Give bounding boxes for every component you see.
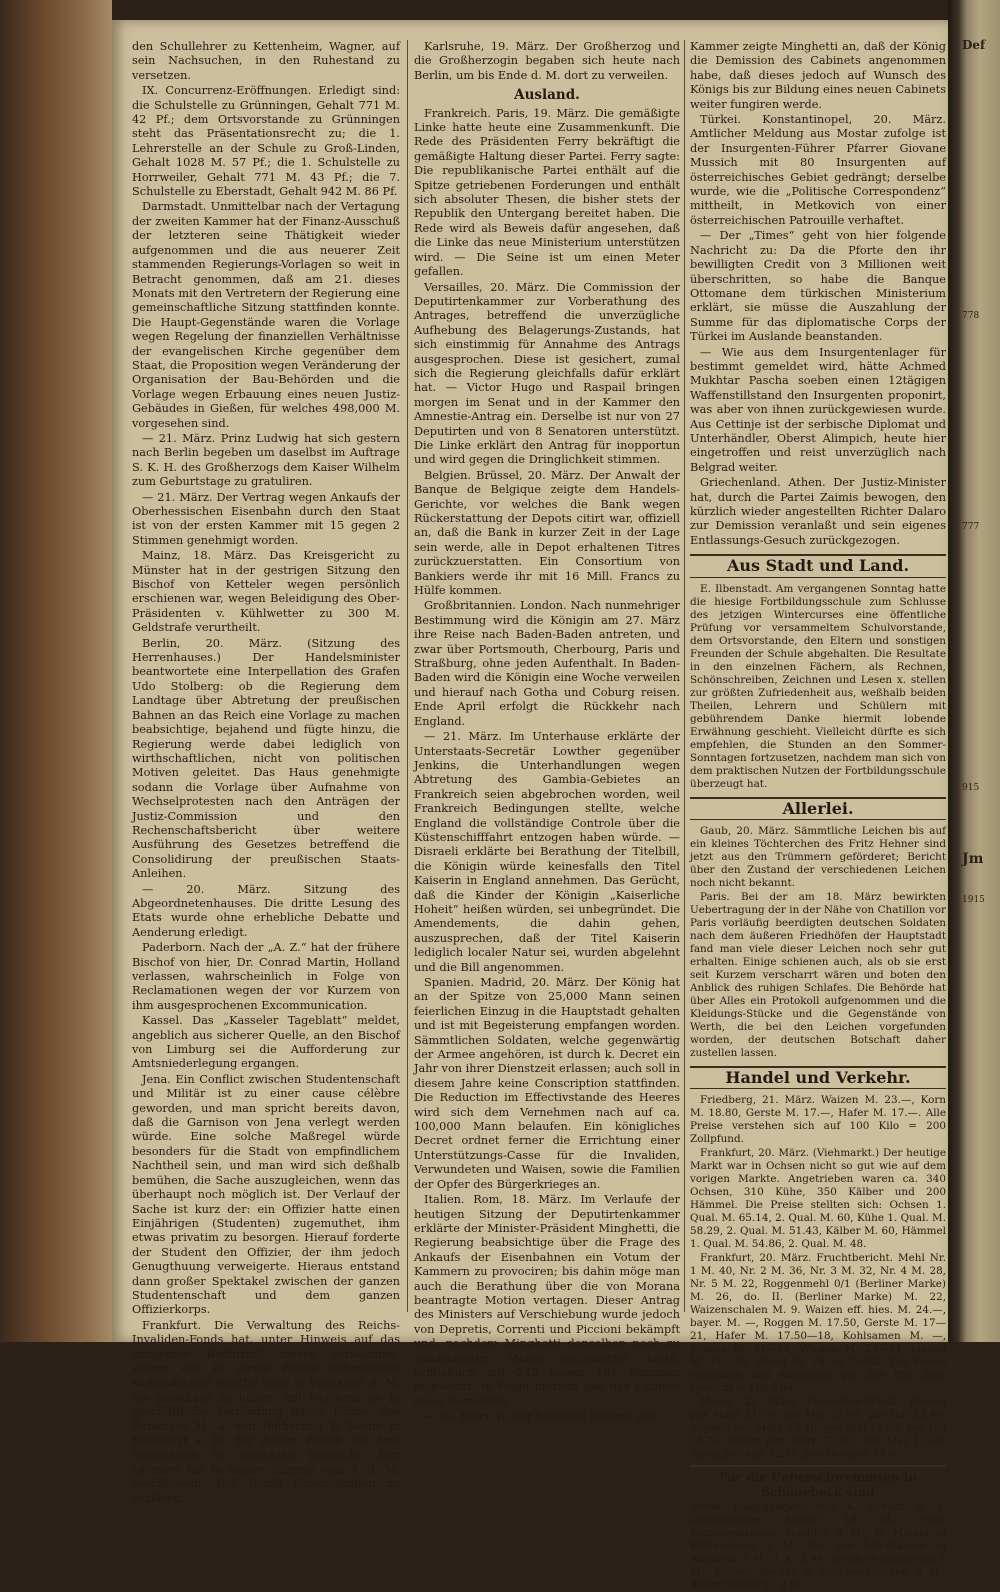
- section-heading-ausland: Ausland.: [514, 87, 580, 104]
- article-italien-continued: — 20. März. In der heutigen Sitzung der: [424, 1410, 657, 1424]
- article-versailles: Versailles, 20. März. Die Commission der Deputirtenkammer zur Vorberathung des Antrages, betreffend die unverzügliche Aufhebung des Belagerungs-Zustands, hat sich einstimmig für Annahme des Antrags ausgesprochen. Diese ist gesichert, zumal sich die Regierung gleichfalls dafür erklärt hat. — Victor Hugo und Raspail bringen morgen im Senat und in der Kammer den Amnestie-Antrag ein. Derselbe ist nur von 27 Deputirten und von 8 Senatoren unterstützt. Die Linke erklärt den Antrag für inopportun und wird gegen die Dringlichkeit stimmen.: [414, 280, 680, 467]
- article-italien: Italien. Rom, 18. März. Im Verlaufe der heutigen Sitzung der Deputirtenkammer erklärte der Minister-Präsident Minghetti, die Regierung beabsichtige über die Frage des Ankaufs der Eisenbahnen ein Votum der Kammern zu provociren; bis dahin möge man auch die Berathung über die von Morana beantragte Motion vertagen. Dieser Antrag des Ministers auf Verschiebung wurde jedoch von Depretis, Correnti und Piccioni bekämpft und, nachdem Minghetti denselben noch zu wiederholten Malen befürwortet hatte, schließlich mit 242 gegen 181 Stimmen abgelehnt. In Folge hiervon gab das Cabinet seine Demission.: [414, 1193, 680, 1408]
- edge-fragment: 1915: [962, 895, 985, 905]
- section-heading-allerlei: Allerlei.: [690, 797, 946, 820]
- section-heading-handel: Handel und Verkehr.: [690, 1066, 946, 1089]
- adjacent-page-fragments: [962, 30, 996, 920]
- article-gaub: Gaub, 20. März. Sämmtliche Leichen bis auf ein kleines Töchterchen des Fritz Hehner sind jetzt aus den Trümmern geförderet; Bericht über den Zustand der verschiedenen Leichen noch nicht bekannt.: [690, 825, 946, 890]
- article-darmstadt: Darmstadt. Unmittelbar nach der Vertagung der zweiten Kammer hat der Finanz-Ausschuß der letzteren seine Thätigkeit wieder aufgenommen und die aus neuerer Zeit stammenden Regierungs-Vorlagen so weit in Betracht genommen, daß am 21. dieses Monats mit den Vertretern der Regierung eine gemeinschaftliche Sitzung stattfinden konnte. Die Haupt-Gegenstände waren die Vorlage wegen Regelung der finanziellen Verhältnisse der evangelischen Kirche gegenüber dem Staat, die Proposition wegen Veränderung der Organisation der Bau-Behörden und die Vorlage wegen Erbauung eines neuen Justiz-Gebäudes in Gießen, für welches 498,000 M. vorgesehen sind.: [132, 200, 400, 430]
- article-berlin-abgeordnete: — 20. März. Sitzung des Abgeordnetenhauses. Die dritte Lesung des Etats wurde ohne erhebliche Debatte und Aenderung erledigt.: [132, 882, 400, 939]
- market-friedberg: Friedberg, 21. März. Waizen M. 23.—, Korn M. 18.80, Gerste M. 17.—, Hafer M. 17.—. Alle Preise verstehen sich auf 100 Kilo = 200 Zollpfund.: [690, 1094, 946, 1146]
- edge-fragment: Jm: [962, 851, 984, 867]
- article-times: — Der „Times“ geht von hier folgende Nachricht zu: Da die Pforte den ihr bewilligten Credit von 3 Millionen weit überschritten, so habe die Banque Ottomane dem türkischen Ministerium erklärt, sie müsse die Auszahlung der Summe für das diplomatische Corps der Türkei im Auslande beanstanden.: [690, 229, 946, 344]
- article-frankfurt: Frankfurt. Die Verwaltung des Reichs-Invaliden-Fonds hat, unter Hinweis auf das dringende Bedürfniß dieser Verwaltung, wegen der in ihrem Besitz befindlichen süddeutschen Werthe auch in Frankfurt a. M. ein Bankhaus zu haben, mit welchem sie in geschäftliche Verbindung treten könne, das Bankhaus M. A. von Rothschild & Söhne in Frankfurt a. M. für diesen Zweck bei dem Bundesrath in Vorschlag gebracht. Der Letztere hat in seiner Sitzung vom 9. d. M. beschlossen, sich damit einverstanden zu erklären.: [132, 1318, 400, 1505]
- article-grossbritannien: Großbritannien. London. Nach nunmehriger Bestimmung wird die Königin am 27. März ihre Reise nach Baden-Baden antreten, und zwar über Portsmouth, Cherbourg, Paris und Straßburg, ohne jeden Aufenthalt. In Baden-Baden wird die Königin eine Woche verweilen und hierauf nach Gotha und Coburg reisen. Ende April erfolgt die Rückkehr nach England.: [414, 599, 680, 728]
- column-divider: [684, 40, 685, 1312]
- market-frankfurt-frucht: Frankfurt, 20. März. Fruchtbericht. Mehl Nr. 1 M. 40, Nr. 2 M. 36, Nr. 3 M. 32, Nr. 4 M. 28, Nr. 5 M. 22, Roggenmehl 0/1 (Berliner Marke) M. 26, do. II. (Berliner Marke) M. 22, Waizenschalen M. 9. Waizen eff. hies. M. 24.—, bayer. M. —, Roggen M. 17.50, Gerste M. 17—21, Hafer M. 17.50—18, Kohlsamen M. —, Erbsen M. 21—24, Wicken M. 23—24, Linsen M. 21—30, Rüböl M. 74 im Detail. Die Preise verstehen sich sämmtlich per 200 Pfd. Zoll-Gewicht = 100 Kilo.: [690, 1252, 946, 1395]
- article-insurgenten: — Wie aus dem Insurgentenlager für bestimmt gemeldet wird, hätte Achmed Mukhtar Pascha soeben einen 12tägigen Waffenstillstand den Insurgenten proponirt, was aber von ihnen zurückgewiesen wurde. Aus Cettinje ist der serbische Diplomat und Unterhändler, Oberst Alimpich, heute hier eingetroffen und reist unverzüglich nach Belgrad weiter.: [690, 345, 946, 474]
- article-concurrenz: IX. Concurrenz-Eröffnungen. Erledigt sind: die Schulstelle zu Grünningen, Gehalt 771 M. 42 Pf.; dem Ortsvorstande zu Grünningen steht das Präsentationsrecht zu; die 1. Lehrerstelle an der Schule zu Groß-Linden, Gehalt 1028 M. 57 Pf.; die 1. Schulstelle zu Horrweiler, Gehalt 771 M. 43 Pf.; die 7. Schulstelle zu Eberstadt, Gehalt 942 M. 86 Pf.: [132, 84, 400, 199]
- market-frankfurt-vieh: Frankfurt, 20. März. (Viehmarkt.) Der heutige Markt war in Ochsen nicht so gut wie auf dem vorigen Markte. Angetrieben waren ca. 340 Ochsen, 310 Kühe, 350 Kälber und 200 Hämmel. Die Preise stellten sich: Ochsen 1. Qual. M. 65.14, 2. Qual. M. 60, Kühe 1. Qual. M. 58.29, 2. Qual. M. 51.43, Kälber M. 60, Hämmel 1. Qual. M. 54.86, 2. Qual. M. 48.: [690, 1147, 946, 1251]
- market-mainz: Mainz, 21. März. Producten-Markt. Waizen per März 21.70, per Mai 21.90, per Juli 22.40. Roggen per März 15.40, per Mai 15.50, per Juli 15.70. Hafer per März 17.60, per Mai 17.50. Rüböl per Mai 32.70, per October 33.—.: [690, 1396, 946, 1461]
- donation-notice-title: Für die Ueberschwemmten in Schönebeck sind: [718, 1470, 918, 1499]
- article-retirement: den Schullehrer zu Kettenheim, Wagner, auf sein Nachsuchen, in den Ruhestand zu versetzen.: [132, 40, 400, 82]
- column-divider: [407, 40, 408, 1312]
- article-mainz: Mainz, 18. März. Das Kreisgericht zu Münster hat in der gestrigen Sitzung den Bischof von Ketteler wegen persönlich erschienen war, wegen Beleidigung des Ober-Präsidenten v. Kühlwetter zu 300 M. Geldstrafe verurtheilt.: [132, 549, 400, 635]
- edge-fragment: 777: [962, 522, 980, 532]
- section-heading-stadt-land: Aus Stadt und Land.: [690, 554, 946, 577]
- article-paderborn: Paderborn. Nach der „A. Z.“ hat der frühere Bischof von hier, Dr. Conrad Martin, Holland verlassen, wahrscheinlich in Folge von Reclamationen wegen der vor Kurzem von ihm ausgesprochenen Excommunication.: [132, 941, 400, 1012]
- article-ilbenstadt: E. Ilbenstadt. Am vergangenen Sonntag hatte die hiesige Fortbildungsschule zum Schlusse des jetzigen Wintercurses eine öffentliche Prüfung vor versammeltem Schulvorstande, dem Ortsvorstande, den Eltern und sonstigen Freunden der Schule abgehalten. Die Resultate in den einzelnen Fächern, als Rechnen, Schönschreiben, Zeichnen und Lesen x. stellen zur größten Zufriedenheit aus, weßhalb beiden Theilen, Lehrern und Schülern mit gebührendem Danke hiermit lobende Erwähnung geschieht. Vielleicht dürfte es sich empfehlen, die Stunden an den Sommer-Sonntagen fortzusetzen, nachdem man sich von dem praktischen Nutzen der Fortbildungsschule überzeugt hat.: [690, 582, 946, 790]
- article-frankreich: Frankreich. Paris, 19. März. Die gemäßigte Linke hatte heute eine Zusammenkunft. Die Rede des Präsidenten Ferry bekräftigt die gemäßigte Haltung dieser Partei. Ferry sagte: Die republikanische Partei enthält auf die Spitze getriebenen Forderungen und enthält sich absoluter Thesen, die bisher stets der Republik den Untergang bereitet haben. Die Rede wird als Beweis dafür angesehen, daß die Linke das neue Ministerium unterstützen wird. — Die Seine ist um einen Meter gefallen.: [414, 106, 680, 279]
- article-darmstadt-prince: — 21. März. Prinz Ludwig hat sich gestern nach Berlin begeben um daselbst im Auftrage S. K. H. des Großherzogs dem Kaiser Wilhelm zum Geburtstage zu gratuliren.: [132, 431, 400, 489]
- article-darmstadt-railway: — 21. März. Der Vertrag wegen Ankaufs der Oberhessischen Eisenbahn durch den Staat ist von der ersten Kammer mit 15 gegen 2 Stimmen genehmigt worden.: [132, 490, 400, 547]
- article-minghetti: Kammer zeigte Minghetti an, daß der König die Demission des Cabinets angenommen habe, daß dieses jedoch auf Wunsch des Königs bis zur Bildung eines neuen Cabinets weiter fungiren werde.: [690, 40, 946, 111]
- adjacent-page-edge: [948, 0, 1000, 1342]
- article-spanien: Spanien. Madrid, 20. März. Der König hat an der Spitze von 25,000 Mann seinen feierlichen Einzug in die Hauptstadt gehalten und ist mit Begeisterung empfangen worden. Sämmtlichen Soldaten, welche gegenwärtig der Armee angehören, ist durch k. Decret ein Jahr von ihrer Dienstzeit erlassen; auch soll in diesem Jahre keine Conscription stattfinden. Die Reduction im Effectivstande des Heeres wird sich dem Vernehmen nach auf ca. 100,000 Mann belaufen. Ein königliches Decret ordnet ferner die Errichtung einer Unterstützungs-Casse für die Invaliden, Verwundeten und Waisen, sowie die Familien der Opfer des Bürgerkrieges an.: [414, 976, 680, 1191]
- article-berlin: Berlin, 20. März. (Sitzung des Herrenhauses.) Der Handelsminister beantwortete eine Interpellation des Grafen Udo Stolberg: ob die Regierung dem Landtage über Abtretung der preußischen Bahnen an das Reich eine Vorlage zu machen beabsichtige, bejahend und fügte hinzu, die Regierung werde dabei lediglich von wirthschaftlichen, nicht von politischen Motiven geleitet. Das Haus genehmigte sodann die Vorlage über Aufnahme von Wechselprotesten nach den Anträgen der Justiz-Commission und den Rechenschaftsbericht über weitere Ausführung des Gesetzes betreffend die Consolidirung der preußischen Staats-Anleihen.: [132, 636, 400, 881]
- article-karlsruhe: Karlsruhe, 19. März. Der Großherzog und die Großherzogin begaben sich heute nach Berlin, um bis Ende d. M. dort zu verweilen.: [414, 40, 680, 82]
- column-right: [690, 40, 946, 1592]
- book-binding: [0, 0, 112, 1342]
- donation-notice: [690, 1465, 946, 1592]
- column-left: [132, 40, 400, 1505]
- article-tuerkei: Türkei. Konstantinopel, 20. März. Amtlicher Meldung aus Mostar zufolge ist der Insurgenten-Führer Pfarrer Giovane Mussich mit 80 Insurgenten auf österreichisches Gebiet gedrängt; derselbe wurde, wie die „Politische Correspondenz“ mittheilt, in Metkovich von einer österreichischen Patrouille verhaftet.: [690, 113, 946, 227]
- edge-fragment: Def: [962, 38, 986, 52]
- article-belgien: Belgien. Brüssel, 20. März. Der Anwalt der Banque de Belgique zeigte dem Handels-Gerichte, vor welches die Bank wegen Rückerstattung der Depots citirt war, offiziell an, daß die Bank in kurzer Zeit in der Lage sein werde, alle in Depot erhaltenen Titres zurückzuerstatten. Ein Consortium von Bankiers werde ihr mit 16 Mill. Francs zu Hülfe kommen.: [414, 468, 680, 598]
- edge-fragment: 915: [962, 783, 980, 793]
- donation-notice-body: ferner eingegangen: Von K. Schudt a. d. Görbelheimer Mühle 10 M., Frau Kammerdirector Schäffer 3 M., K. Michel in Wölfersheim 3 M. Aus der Schultkasse in Rauheim 3 M., J. K. 3 M., Reich in Steinfurth 5 M., Pfarrer Becker in Bruchenbrücken 3 M., Adam Söllner II. 2 M.: [690, 1501, 946, 1592]
- newspaper-page: [112, 20, 948, 1592]
- article-griechenland: Griechenland. Athen. Der Justiz-Minister hat, durch die Partei Zaimis bewogen, den kürzlich wieder angestellten Richter Dalaro zur Demission veranlaßt und sein eigenes Entlassungs-Gesuch zurückgezogen.: [690, 476, 946, 547]
- column-middle: [414, 40, 680, 1424]
- edge-fragment: 778: [962, 311, 980, 321]
- article-kassel: Kassel. Das „Kasseler Tageblatt“ meldet, angeblich aus sicherer Quelle, an den Bischof von Limburg sei die Aufforderung zur Amtsniederlegung ergangen.: [132, 1014, 400, 1071]
- article-jena: Jena. Ein Conflict zwischen Studentenschaft und Militär ist zu einer cause célèbre geworden, und man spricht bereits davon, daß die Garnison von Jena verlegt werden würde. Eine solche Maßregel würde besonders für die Stadt von empfindlichem Nachtheil sein, und man wird sich deßhalb bemühen, die Sache auszugleichen, wenn das überhaupt noch möglich ist. Der Verlauf der Sache ist kurz der: ein Offizier hatte einen Einjährigen (Studenten) zugemuthet, ihm etwas privatim zu besorgen. Hierauf forderte der Student den Offizier, der ihm jedoch Genugthuung verweigerte. Hieraus entstand dann großer Spektakel zwischen der ganzen Studentenschaft und dem ganzen Offizierkorps.: [132, 1072, 400, 1317]
- article-paris-soldiers: Paris. Bei der am 18. März bewirkten Uebertragung der in der Nähe von Chatillon vor Paris vorläufig beerdigten deutschen Soldaten nach dem äußeren Friedhöfen der Hauptstadt fand man viele dieser Leichen noch sehr gut erhalten. Einige schienen auch, als ob sie erst seit Kurzem verscharrt wären und boten den Anblick des ruhigen Schlafes. Die Behörde hat über Alles ein Protokoll aufgenommen und die Kleidungs-Stücke und die Gegenstände von Werth, die bei den Leichen vorgefunden worden, der deutschen Botschaft daher zustellen lassen.: [690, 891, 946, 1060]
- article-unterhaus: — 21. März. Im Unterhause erklärte der Unterstaats-Secretär Lowther gegenüber Jenkins, die Unterhandlungen wegen Abtretung des Gambia-Gebietes an Frankreich seien abgebrochen worden, weil Frankreich Bedingungen stellte, welche England die vollständige Controle über die Küstenschifffahrt entzogen haben würde. — Disraeli erklärte bei Berathung der Titelbill, die Königin würde keinesfalls den Titel Kaiserin in England annehmen. Das Gerücht, daß die Kinder der Königin „Kaiserliche Hoheit“ heißen würden, sei unbegründet. Die Amendements, die dahin gehen, auszusprechen, daß der Titel Kaiserin lediglich localer Natur sei, wurden abgelehnt und die Bill angenommen.: [414, 730, 680, 974]
